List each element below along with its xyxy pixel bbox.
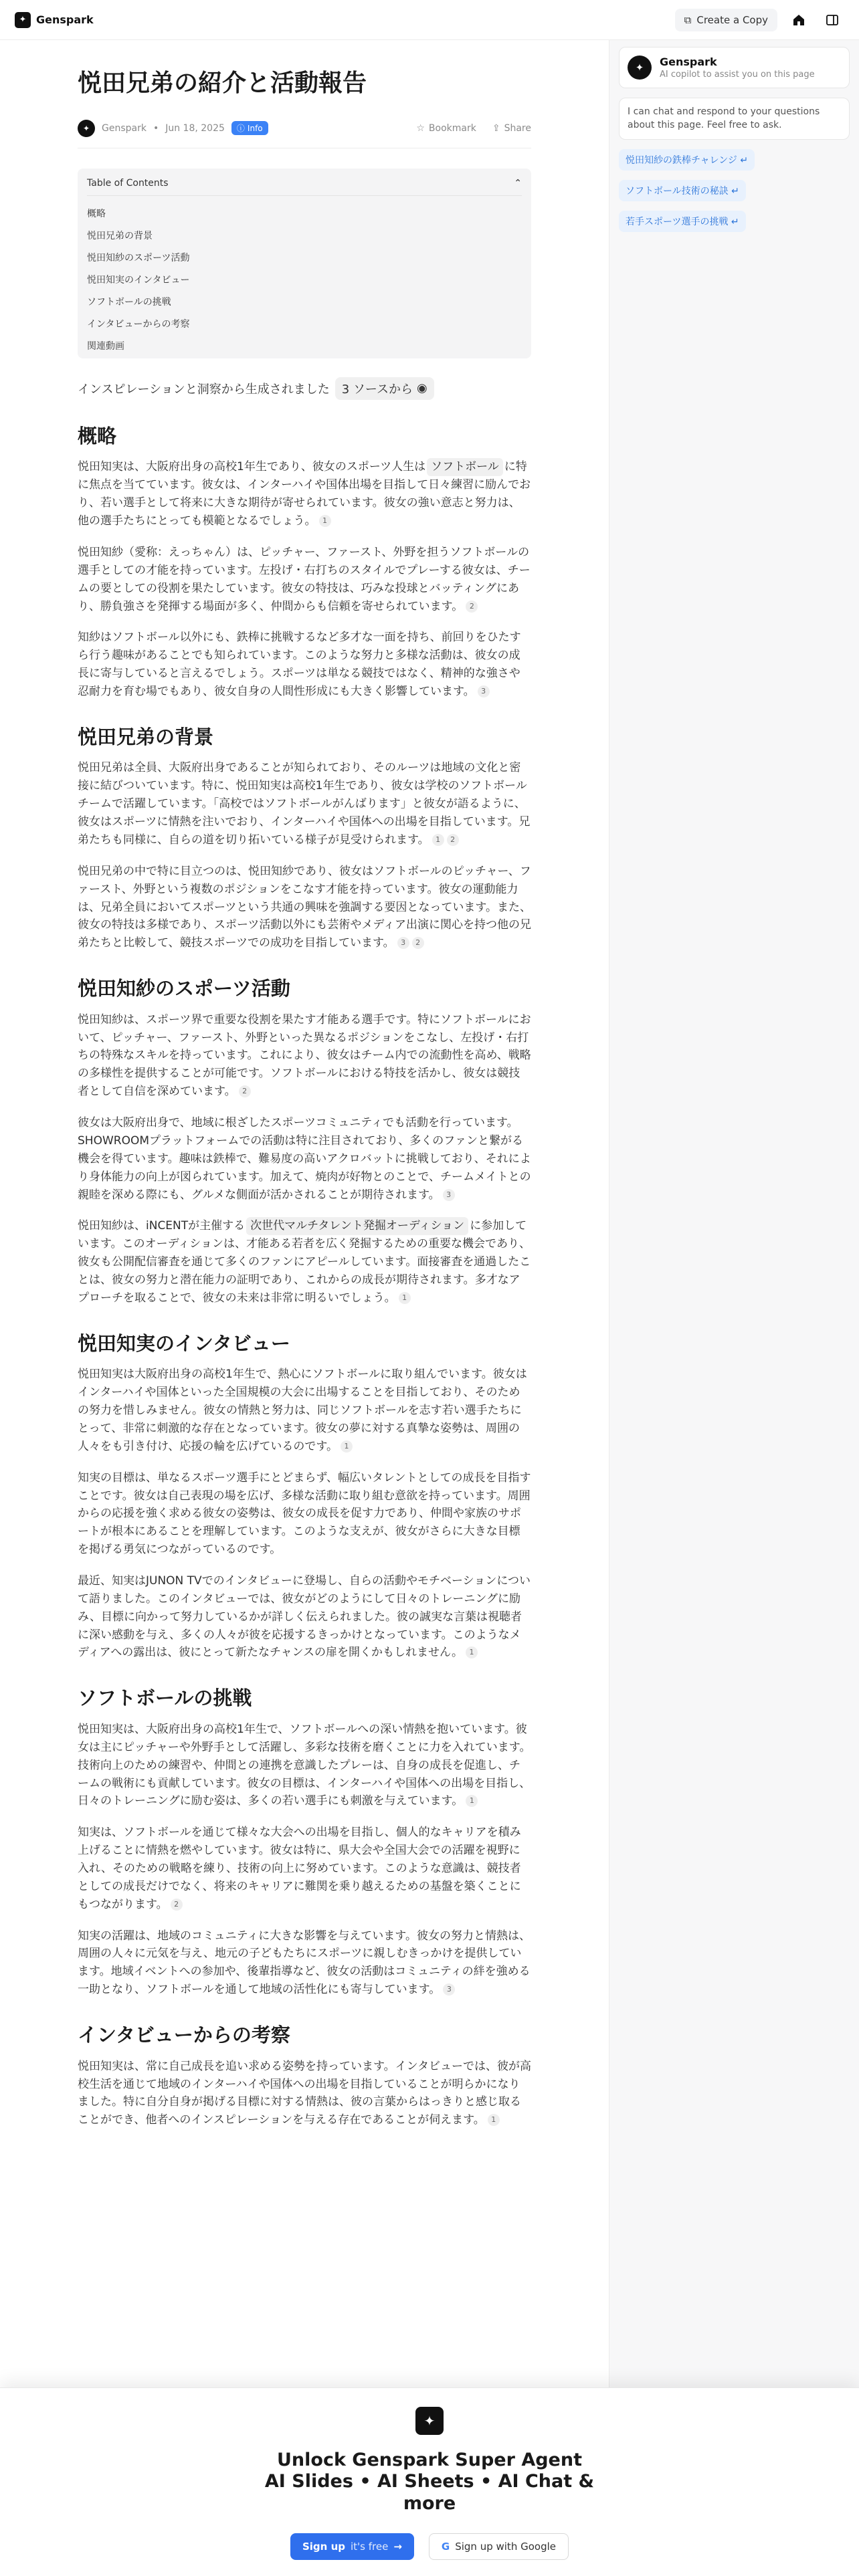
paragraph-text: 知実は、ソフトボールを通じて様々な大会への出場を目指し、個人的なキャリアを積み上げることに情熱を燃やしています。彼女は特に、県大会や全国大会での活躍を視野に入れ、そのための戦略を練り、技術の向上に努めています。このような意識は、競技者としての成長だけでなく、将来のキャリアに難関を乗り越えるための基盤を築くことにもつながります。 [78,1826,521,1911]
toc-item[interactable]: 悦田兄弟の背景 [87,230,153,241]
signup-free-label: it's free [350,2541,389,2553]
table-of-contents [78,169,531,358]
meta-separator: • [153,122,159,134]
suggestion-label: 若手スポーツ選手の挑戦 [626,216,729,227]
share-button[interactable] [492,123,531,134]
return-icon: ↵ [737,154,749,166]
citation-marker[interactable]: 3 [443,1983,455,1996]
sources-icon: ◉ [417,381,427,396]
signup-label: Sign up [302,2541,345,2553]
section-paragraph [78,1469,531,1559]
topic-chip[interactable]: 次世代マルチタレント発掘オーディション [246,1217,468,1235]
arrow-right-icon: → [393,2541,402,2553]
section-paragraph [78,629,531,700]
panel-icon [826,13,839,27]
chevron-up-icon: ⌃ [514,177,522,189]
section-heading: ソフトボールの挑戦 [78,1687,252,1710]
bookmark-button[interactable] [416,123,476,134]
article-meta [78,120,531,137]
info-badge: ⓘ Info [231,121,268,135]
section-paragraph [78,759,531,849]
suggestion-chip[interactable] [619,149,755,171]
paragraph-text: 悦田知実は、大阪府出身の高校1年生であり、彼女のスポーツ人生は [78,460,426,474]
brand[interactable] [15,12,94,28]
paragraph-text: 知実の活躍は、地域のコミュニティに大きな影響を与えています。彼女の努力と情熱は、周囲の人々に元気を与え、地元の子どもたちにスポーツに親しむきっかけを提供しています。地域イベントへの参加や、後輩指導など、彼女の活動はコミュニティの絆を強める一助となり、ソフトボールを通して地域の活性化にも寄与しています。 [78,1929,531,1997]
copilot-sidebar [609,40,859,2576]
citation-marker[interactable]: 1 [319,515,331,527]
section-paragraph [78,544,531,615]
google-icon: G [441,2541,450,2553]
section-paragraph [78,1572,531,1662]
google-signup-label: Sign up with Google [455,2541,556,2553]
paragraph-text: 悦田知実は、常に自己成長を追い求める姿勢を持っています。インタビューでは、彼が高校生活を通じて地域のインターハイや国体への出場を目指していることが明らかになりました。特に自分自身が掲げる目標に対する情熱は、彼の言葉からはっきりと感じ取ることができ、他者へのインスピレーションを与える存在であることが伺えます。 [78,2059,531,2127]
citation-marker[interactable]: 2 [412,937,424,949]
citation-marker[interactable]: 1 [466,1646,478,1658]
paragraph-text: に特に焦点を当てています。彼女は、インターハイや国体出場を目指して日々練習に励んでおり、若い選手として将来に大きな期待が寄せられています。彼女の強い意志と努力は、他の選手たちにとっても模範となるでしょう。 [78,460,531,528]
return-icon: ↵ [728,185,739,197]
author-avatar: ✦ [78,120,95,137]
page-title: 悦田兄弟の紹介と活動報告 [78,70,367,97]
bookmark-icon: ☆ [416,122,425,134]
genspark-logo-icon: ✦ [415,2407,444,2435]
signup-title: Unlock Genspark Super Agent AI Slides • AI Sheets • AI Chat & more [264,2450,595,2514]
signup-button[interactable] [290,2533,414,2560]
section-heading: 悦田知実のインタビュー [78,1331,290,1355]
citation-marker[interactable]: 1 [399,1292,411,1304]
citation-marker[interactable]: 1 [341,1440,353,1453]
suggestion-label: 悦田知紗の鉄棒チャレンジ [626,154,737,166]
citation-marker[interactable]: 1 [432,834,444,846]
section-heading: 悦田知紗のスポーツ活動 [78,977,290,1000]
citation-marker[interactable]: 1 [466,1795,478,1807]
paragraph-text: に参加しています。このオーディションは、才能ある若者を広く発掘するための重要な機会であり、彼女も公開配信審査を通じて多くのファンにアピールしています。面接審査を通過したことは、彼女の努力と潜在能力の証明であり、これからの成長が期待されます。多才なアプローチを取ることで、彼女の未来は非常に明るいでしょう。 [78,1219,531,1305]
article-date: Jun 18, 2025 [165,122,225,134]
sources-text: インスピレーションと洞察から生成されました [78,382,330,397]
paragraph-text: 知実の目標は、単なるスポーツ選手にとどまらず、幅広いタレントとしての成長を目指すことです。彼女は自己表現の場を広げ、多様な活動に取り組む意欲を持っています。周囲からの応援を強く求める彼女の姿勢は、彼女の成長を促す力であり、仲間や家族のサポートが根本にあることを理解しています。このような支えが、彼女がさらに大きな目標を掲げる勇気につながっているのです。 [78,1471,531,1557]
suggestion-chip[interactable] [619,180,746,201]
paragraph-text: 悦田知実は、大阪府出身の高校1年生で、ソフトボールへの深い情熱を抱いています。彼女は主にピッチャーや外野手として活躍し、多彩な技術を磨くことに力を入れています。技術向上のための練習や、仲間との連携を意識したプレーは、自身の成長を促進し、チームの戦術にも貢献しています。彼女の目標は、インターハイや国体への出場を目指し、日々のトレーニングに励む姿は、多くの若い選手にも刺激を与えています。 [78,1722,531,1808]
copilot-avatar: ✦ [628,56,652,80]
section-heading: インタビューからの考察 [78,2023,290,2046]
suggestion-label: ソフトボール技術の秘訣 [626,185,729,197]
paragraph-text: 最近、知実はJUNON TVでのインタビューに登場し、自らの活動やモチベーションについて語りました。このインタビューでは、彼女がどのようにして日々のトレーニングに励み、目標に向かって努力しているかが詳しく伝えられました。彼の誠実な言葉は視聴者に深い感動を与え、多くの人々が彼を応援するきっかけとなっています。このようなメディアへの露出は、彼にとって新たなチャンスの扉を開くかもしれません。 [78,1574,531,1660]
citation-marker[interactable]: 3 [443,1189,455,1201]
citation-marker[interactable]: 1 [488,2114,500,2126]
copy-icon: ⧉ [684,13,692,26]
copilot-card [619,47,850,88]
copilot-title: Genspark [660,56,717,68]
home-button[interactable] [787,8,811,32]
brand-name: Genspark [36,13,94,26]
create-copy-button[interactable] [675,9,777,31]
section-paragraph [78,1114,531,1204]
share-label: Share [504,122,531,134]
toc-item[interactable]: 概略 [87,208,106,219]
section-paragraph [78,1927,531,1999]
section-paragraph [78,863,531,952]
citation-marker[interactable]: 2 [447,834,459,846]
section-paragraph [78,1721,531,1810]
citation-marker[interactable]: 2 [239,1085,251,1097]
section-heading: 概略 [78,424,117,447]
section-paragraph [78,458,531,530]
toc-item[interactable]: 関連動画 [87,340,124,352]
toc-item[interactable]: ソフトボールの挑戦 [87,296,171,308]
paragraph-text: 彼女は大阪府出身で、地域に根ざしたスポーツコミュニティでも活動を行っています。SHOWROOMプラットフォームでの活動は特に注目されており、多くのファンと繋がる機会を得ています。趣味は鉄棒で、難易度の高いアクロバットに挑戦しており、それにより身体能力の向上が図られています。加えて、焼肉が好物とのことで、チームメイトとの親睦を深める際にも、グルメな側面が活かされることが期待されます。 [78,1116,531,1202]
toc-item[interactable]: 悦田知実のインタビュー [87,274,190,286]
toc-item[interactable]: 悦田知紗のスポーツ活動 [87,252,190,263]
google-signup-button[interactable] [429,2533,569,2560]
sources-chip-label: 3 ソースから [341,382,413,397]
section-paragraph [78,1011,531,1101]
author-name: Genspark [102,122,147,134]
citation-marker[interactable]: 2 [466,601,478,613]
citation-marker[interactable]: 3 [397,937,409,949]
genspark-logo-icon: ✦ [15,12,31,28]
paragraph-text: 悦田兄弟の中で特に目立つのは、悦田知紗であり、彼女はソフトボールのピッチャー、ファースト、外野という複数のポジションをこなす才能を持っています。彼女の運動能力は、兄弟全員においてスポーツという共通の興味を強調する要因となっています。また、彼女の特技は多様であり、スポーツ活動以外にも芸術やメディア出演に関心を持つ他の兄弟たちと比較して、競技スポーツでの成功を目指しています。 [78,864,531,950]
topic-chip[interactable]: ソフトボール [427,458,503,476]
share-icon: ⇪ [492,122,500,134]
sources-chip[interactable] [335,377,434,400]
copilot-message: I can chat and respond to your questions about this page. Feel free to ask. [619,98,850,140]
return-icon: ↵ [728,216,739,227]
paragraph-text: 知紗はソフトボール以外にも、鉄棒に挑戦するなど多才な一面を持ち、前回りをひたすら行う趣味があることでも知られています。このような努力と多様な活動は、彼女の成長に寄与していると言えるでしょう。スポーツは単なる競技ではなく、精神的な強さや忍耐力を育む場でもあり、彼女自身の人間性形成にも大きく影響しています。 [78,631,521,698]
copilot-subtitle: AI copilot to assist you on this page [660,70,815,80]
create-copy-label: Create a Copy [696,13,768,26]
sources-line [78,377,531,400]
paragraph-text: 悦田知紗（愛称：えっちゃん）は、ピッチャー、ファースト、外野を担うソフトボールの選手としての才能を持っています。左投げ・右打ちのスタイルでプレーする彼女は、チームの要としての役割を果たしています。彼女の特技は、巧みな投球とバッティングにあり、勝負強さを発揮する場面が多く、仲間からも信頼を寄せられています。 [78,545,531,613]
suggestion-chip[interactable] [619,211,746,232]
citation-marker[interactable]: 2 [171,1899,183,1911]
paragraph-text: 悦田知紗は、スポーツ界で重要な役割を果たす才能ある選手です。特にソフトボールにおいて、ピッチャー、ファースト、外野といった異なるポジションをこなし、左投げ・右打ちの特殊なスキルを持っています。これにより、彼女はチーム内での流動性を高め、戦略の多様性を提供することが可能です。ソフトボールにおける特技を活かし、彼女は競技者として自信を深めています。 [78,1012,531,1099]
paragraph-text: 悦田知紗は、iNCENTが主催する [78,1219,246,1233]
section-paragraph [78,1366,531,1455]
section-paragraph [78,2058,531,2129]
info-badge-label: Info [247,123,263,133]
bookmark-label: Bookmark [428,122,476,134]
section-heading: 悦田兄弟の背景 [78,725,214,748]
toc-item[interactable]: インタビューからの考察 [87,318,190,330]
toc-header[interactable] [87,178,522,196]
section-paragraph [78,1824,531,1913]
home-icon [792,13,805,27]
top-bar [0,0,859,40]
panel-toggle-button[interactable] [820,8,844,32]
article-main [0,40,609,2576]
toc-title: Table of Contents [87,177,169,189]
citation-marker[interactable]: 3 [478,685,490,697]
paragraph-text: 悦田兄弟は全員、大阪府出身であることが知られており、そのルーツは地域の文化と密接に結びついています。特に、悦田知実は高校1年生であり、彼女は学校のソフトボールチームで活躍しています。「高校ではソフトボールがんばります」と彼女が語るように、彼女はスポーツに情熱を注いでおり、インターハイや国体への出場を目指しています。兄弟たちも同様に、自らの道を切り拓いている様子が見受けられます。 [78,761,531,847]
paragraph-text: 悦田知実は大阪府出身の高校1年生で、熱心にソフトボールに取り組んでいます。彼女はインターハイや国体といった全国規模の大会に出場することを目指しており、そのための努力を惜しみません。彼女の情熱と努力は、同じソフトボールを志す若い選手たちにとって、非常に刺激的な存在となっています。彼女の夢に対する真摯な姿勢は、周囲の人々をも引き付け、応援の輪を広げているのです。 [78,1368,527,1453]
signup-panel [0,2387,859,2576]
section-paragraph [78,1217,531,1307]
